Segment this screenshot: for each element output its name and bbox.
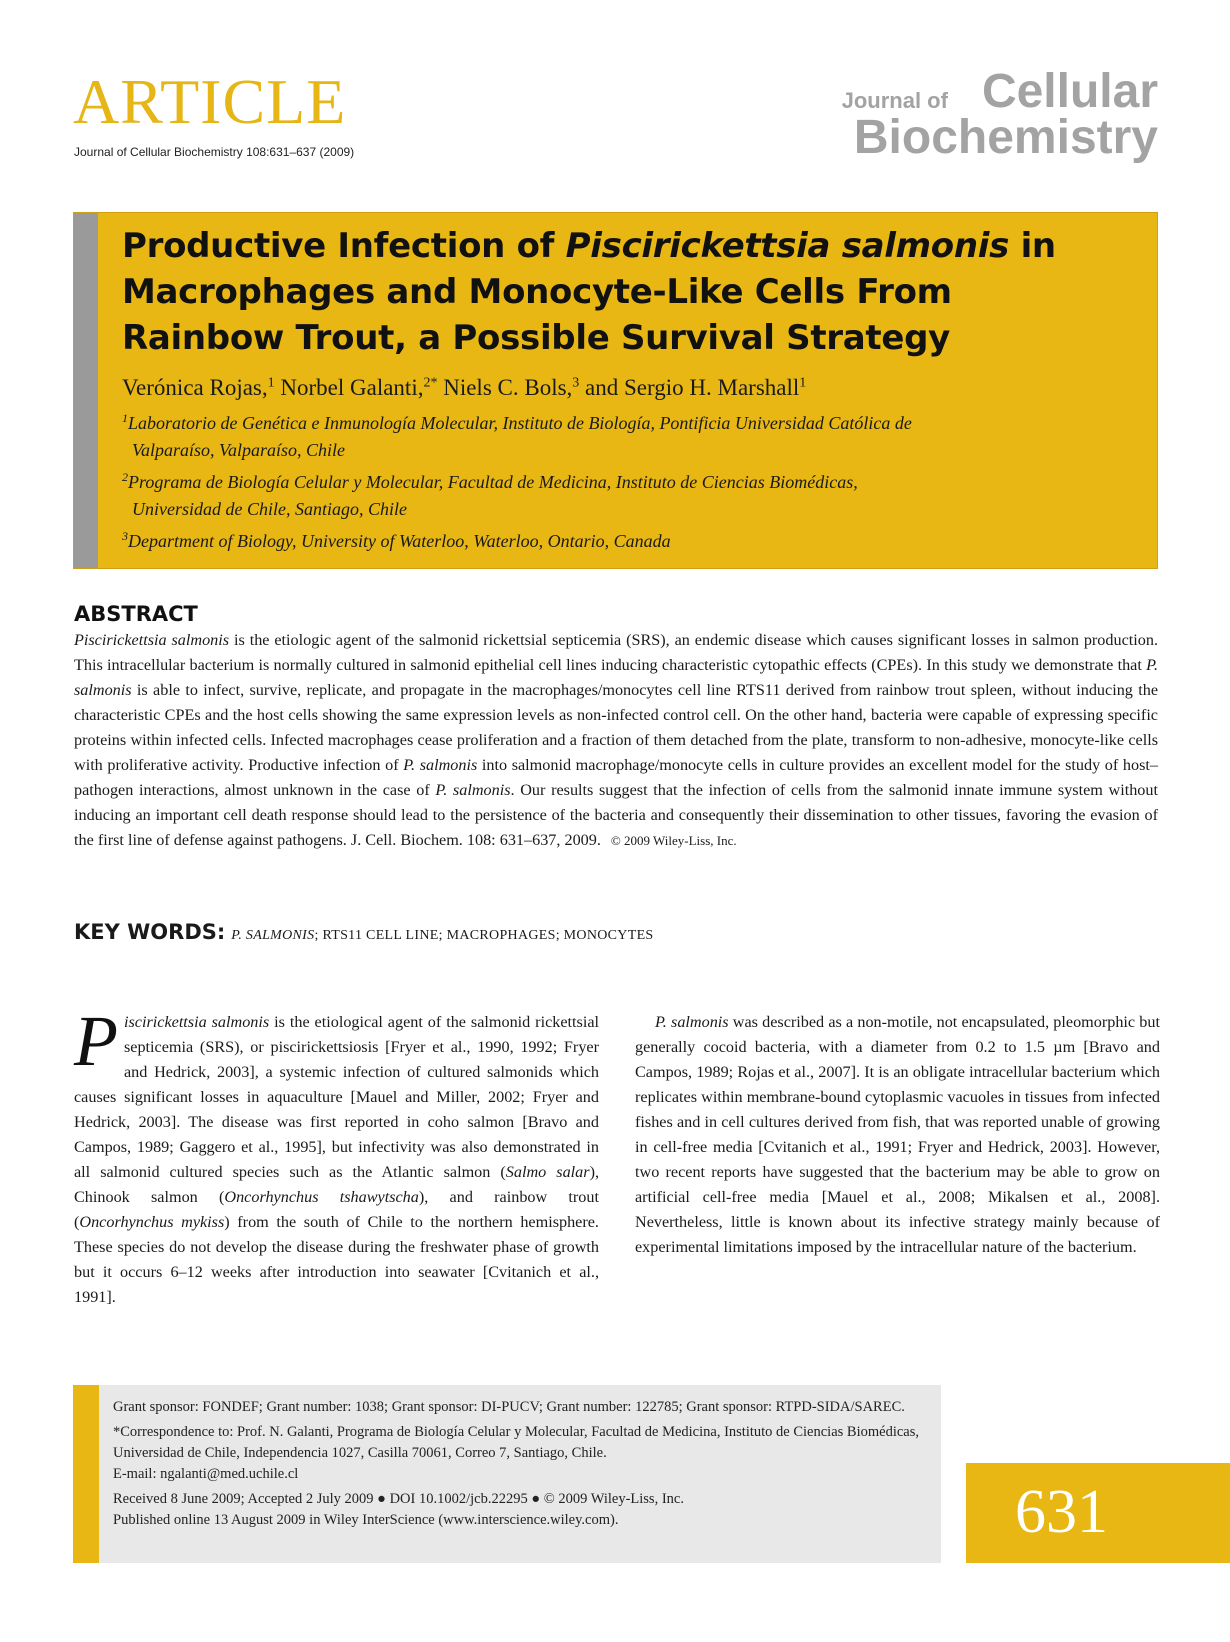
author: Norbel Galanti,$^{2*}$ bbox=[274, 375, 438, 400]
grant-info: Grant sponsor: FONDEF; Grant number: 1038; Grant sponsor: DI-PUCV; Grant number: 122785; Grant sponsor: RTPD-SIDA/SAREC. bbox=[113, 1399, 905, 1415]
author-list bbox=[122, 375, 1117, 401]
publication-dates: Received 8 June 2009; Accepted 2 July 2009 ● DOI 10.1002/jcb.22295 ● © 2009 Wiley-Liss, Inc. Published online 13 August 2009 in Wiley InterScience (www.interscience.wiley.com). bbox=[113, 1491, 684, 1528]
affiliation: $^1$Laboratorio de Genética e Inmunología Molecular, Instituto de Biología, Pontificia Universidad Católica de Valparaíso, Valparaíso, Chile bbox=[122, 411, 912, 460]
article-tag: ARTICLE bbox=[73, 66, 347, 137]
bullet-icon: ● bbox=[377, 1491, 386, 1507]
abstract-heading: ABSTRACT bbox=[74, 602, 198, 626]
affiliation: $^2$Programa de Biología Celular y Molecular, Facultad de Medicina, Instituto de Ciencias Biomédicas, Universidad de Chile, Santiago, Chile bbox=[122, 470, 858, 519]
keywords-heading: KEY WORDS: bbox=[74, 920, 226, 944]
page-number-box bbox=[966, 1463, 1230, 1563]
journal-logo bbox=[841, 65, 1158, 164]
drop-cap: P bbox=[74, 1001, 118, 1081]
journal-citation: Journal of Cellular Biochemistry 108:631–637 (2009) bbox=[74, 145, 355, 159]
footnote-box-sidebar bbox=[73, 1385, 99, 1563]
keywords: KEY WORDS: P. SALMONIS; RTS11 CELL LINE; MACROPHAGES; MONOCYTES bbox=[74, 920, 654, 944]
affiliations bbox=[122, 405, 1117, 555]
author: Niels C. Bols,$^3$ bbox=[437, 375, 580, 400]
page-number: 631 bbox=[1015, 1478, 1108, 1546]
author: Verónica Rojas,$^1$ bbox=[122, 375, 275, 400]
journal-logo-biochemistry: Biochemistry bbox=[853, 111, 1158, 164]
doi-link[interactable]: DOI 10.1002/jcb.22295 bbox=[389, 1491, 528, 1507]
email-link[interactable]: E-mail: ngalanti@med.uchile.cl bbox=[113, 1466, 299, 1482]
affiliation: $^3$Department of Biology, University of Waterloo, Waterloo, Ontario, Canada bbox=[122, 529, 671, 551]
body-column-left: Piscirickettsia salmonis is the etiological agent of the salmonid rickettsial septicemia (SRS), or piscirickettsiosis [Fryer et al., 1990, 1992; Fryer and Hedrick, 2003], a systemic infection of cultured salmonids which causes significant losses in aquaculture [Mauel and Miller, 2002; Fryer and Hedrick, 2003]. The disease was first reported in coho salmon [Bravo and Campos, 1989; Gaggero et al., 1995], but infectivity was also demonstrated in all salmonid cultured species such as the Atlantic salmon (Salmo salar), Chinook salmon (Oncorhynchus tshawytscha), and rainbow trout (Oncorhynchus mykiss) from the south of Chile to the northern hemisphere. These species do not develop the disease during the freshwater phase of growth but it occurs 6–12 weeks after introduction into seawater [Cvitanich et al., 1991]. bbox=[74, 1001, 600, 1306]
abstract-copyright: © 2009 Wiley-Liss, Inc. bbox=[610, 833, 737, 848]
title-box bbox=[73, 212, 1158, 569]
bullet-icon: ● bbox=[531, 1491, 541, 1507]
correspondence: *Correspondence to: Prof. N. Galanti, Programa de Biología Celular y Molecular, Facultad de Medicina, Instituto de Ciencias Biomédicas, Universidad de Chile, Independencia 1027, Casilla 70061, Correo 7, Santiago, Chile. E-mail: ngalanti@med.uchile.cl bbox=[113, 1424, 919, 1482]
footnote-box bbox=[73, 1385, 941, 1563]
author: and Sergio H. Marshall$^1$ bbox=[579, 375, 807, 400]
abstract-text: Piscirickettsia salmonis is the etiologic agent of the salmonid rickettsial septicemia (SRS), an endemic disease which causes significant losses in salmon production. This intracellular bacterium is normally cultured in salmonid epithelial cell lines inducing characteristic cytopathic effects (CPEs). In this study we demonstrate that P. salmonis is able to infect, survive, replicate, and propagate in the macrophages/monocytes cell line RTS11 derived from rainbow trout spleen, without inducing the characteristic CPEs and the host cells showing the same expression levels as non-infected control cell. On the other hand, bacteria were capable of expressing specific proteins within infected cells. Infected macrophages cease proliferation and a fraction of them detached from the plate, transform to non-adhesive, monocyte-like cells with proliferative activity. Productive infection of P. salmonis into salmonid macrophage/monocyte cells in culture provides an excellent model for the study of host–pathogen interactions, almost unknown in the case of P. salmonis. Our results suggest that the infection of cells from the salmonid innate immune system without inducing an important cell death response should lead to the persistence of the bacteria and consequently their dissemination to other tissues, favoring the evasion of the first line of defense against pathogens. J. Cell. Biochem. 108: 631–637, 2009. © 2009 Wiley-Liss, Inc. bbox=[74, 631, 1158, 849]
journal-logo-of: Journal of bbox=[841, 88, 948, 113]
article-title: Productive Infection of Piscirickettsia salmonis in Macrophages and Monocyte-Like Cells From Rainbow Trout, a Possible Survival Strategy bbox=[122, 226, 1056, 358]
published-online: Published online 13 August 2009 in Wiley InterScience (www.interscience.wiley.com). bbox=[113, 1512, 619, 1528]
body-column-right: P. salmonis was described as a non-motile, not encapsulated, pleomorphic but generally cocoid bacteria, with a diameter from 0.2 to 1.5 µm [Bravo and Campos, 1989; Rojas et al., 2007]. It is an obligate intracellular bacterium which replicates within membrane-bound cytoplasmic vacuoles in tissues from infected fishes and in cell cultures derived from fish, that was reported unable of growing in cell-free media [Cvitanich et al., 1991; Fryer and Hedrick, 2003]. However, two recent reports have suggested that the bacterium may be able to grow on artificial cell-free media [Mauel et al., 2008; Mikalsen et al., 2008]. Nevertheless, little is known about its infective strategy mainly because of experimental limitations imposed by the intracellular nature of the bacterium. bbox=[635, 1013, 1160, 1256]
title-box-sidebar bbox=[74, 213, 98, 568]
journal-logo-cellular: Cellular bbox=[981, 65, 1158, 118]
